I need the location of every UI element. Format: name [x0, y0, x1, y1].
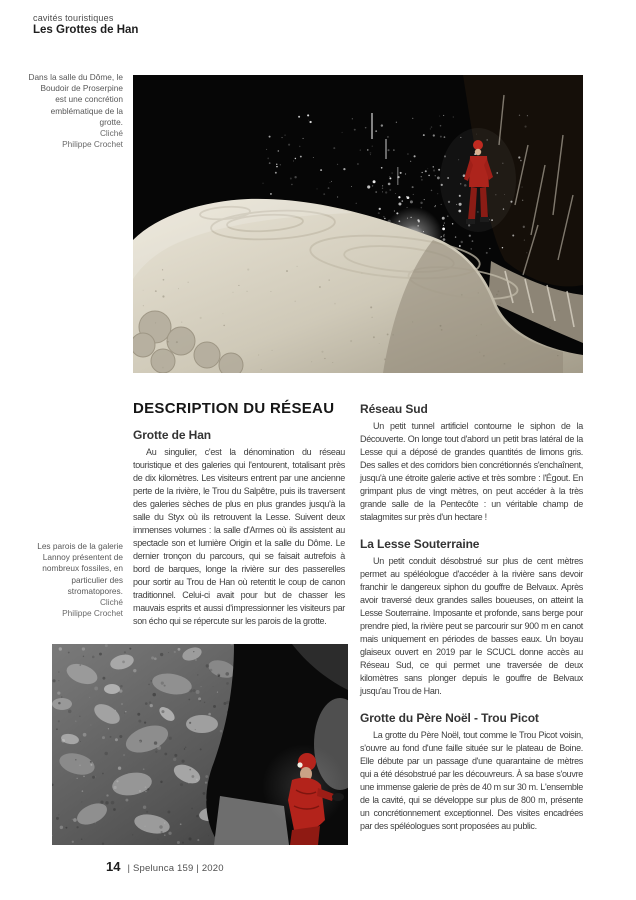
section-title: La Lesse Souterraine [360, 537, 480, 551]
photo-caption-dome [28, 72, 123, 150]
caption-credit-label: Cliché [99, 128, 123, 139]
section-body: Un petit conduit désobstrué sur plus de cent mètres permet au spéléologue d'accéder à la rivière sans devoir franchir le dangereux siphon du gouffre de Belvaux. Après avoir traversé deux grandes salles boueuses, on atteint la Lesse Souterraine. Imposante et profonde, sans berge pour prendre pied, la rivière peut se parcourir sur 900 m en canot mais uniquement en périodes de basses eaux. Un boyau glaiseux ouvert en 2019 par le SCUCL donne accès au Réseau Sud, ce qui permet une traversée de deux kilomètres sans plonger depuis le gouffre de Belvaux jusqu'au Trou de Han. [360, 556, 583, 696]
section-grotte-de-han [133, 428, 345, 628]
cave-passage-illustration [52, 644, 348, 845]
issue-label: | Spelunca 159 | 2020 [127, 863, 224, 874]
section-title: Réseau Sud [360, 402, 428, 416]
cave-passage-photo [52, 644, 348, 845]
article-heading: DESCRIPTION DU RÉSEAU [133, 400, 335, 417]
section-body: La grotte du Père Noël, tout comme le Trou Picot voisin, s'ouvre au fond d'une faille située sur le plateau de Boine. Elle débute par un passage d'une quarantaine de mètres qui a été désobstrué par les découvreurs. À sa base s'ouvre une immense galerie de près de 40 m sur 30 m. L'ensemble de la cavité, qui se développe sur plus de 800 m, présente un concrétionnement exceptionnel. Des visites encadrées par des spéléologues sont proposées au public. [360, 730, 583, 831]
caption-text: Dans la salle du Dôme, le Boudoir de Proserpine est une concrétion emblématique de la grotte. [28, 72, 123, 127]
section-lesse-souterraine [360, 537, 583, 698]
cave-dome-illustration [133, 75, 583, 373]
page-footer [106, 859, 224, 874]
headlamp [297, 762, 302, 767]
article-left-column [133, 400, 345, 641]
caver-suit [469, 156, 489, 187]
caver-glove [332, 793, 344, 801]
caption-credit-name: Philippe Crochet [62, 608, 123, 619]
section-title: Grotte du Père Noël - Trou Picot [360, 711, 539, 725]
caver-figure [440, 128, 516, 232]
section-reseau-sud [360, 402, 583, 524]
article-right-column [360, 402, 583, 846]
section-pere-noel [360, 711, 583, 833]
caver-helmet [473, 140, 483, 150]
section-body: Au singulier, c'est la dénomination du réseau touristique et des galeries qui l'entourent, totalisant près de dix kilomètres. Les visiteurs entrent par une ancienne perte de la rivière, le Trou du Salpêtre, puis ils traversent des galeries sèches de plus en plus grandes jusqu'à la salle du Styx où ils retrouvent la Lesse. Suivent deux immenses volumes : la salle d'Armes où ils assistent au spectacle son et lumière Origin et la salle du Dôme. Le dernier tronçon du parcours, qui se faisait autrefois à bord de barques, longe la rivière sur des passerelles pour sortir au Trou de Han où retentit le coup de canon traditionnel. Celui-ci avait pour but de chasser les mauvais esprits et aussi d'impressionner les visiteurs par son écho qui se répercute sur les parois de la grotte. [133, 447, 345, 626]
page-header [33, 13, 138, 36]
caver-suit [288, 778, 325, 832]
page-number: 14 [106, 859, 121, 874]
caption-text: Les parois de la galerie Lannoy présentent de nombreux fossiles, en particulier des stromatopores. [37, 541, 123, 596]
caption-credit-label: Cliché [99, 597, 123, 608]
section-kicker: cavités touristiques [33, 13, 114, 23]
section-title: Grotte de Han [133, 428, 212, 442]
caver-face [475, 149, 481, 155]
article-title: Les Grottes de Han [33, 24, 139, 36]
section-body: Un petit tunnel artificiel contourne le siphon de la Découverte. On longe tout d'abord un petit bras latéral de la Lesse qui a déposé de grandes quantités de limons gris. Des salles et des corridors bien concrétionnés s'enchaînent, jusqu'à une étroite galerie active et très sombre : l'Égout. En grimpant plus de vingt mètres, on peut accéder à la très grande salle de la Pentecôte : un véritable champ de stalagmites sur près d'un hectare ! [360, 421, 583, 522]
photo-caption-lannoy [28, 541, 123, 619]
cave-dome-photo [133, 75, 583, 373]
caption-credit-name: Philippe Crochet [62, 139, 123, 150]
